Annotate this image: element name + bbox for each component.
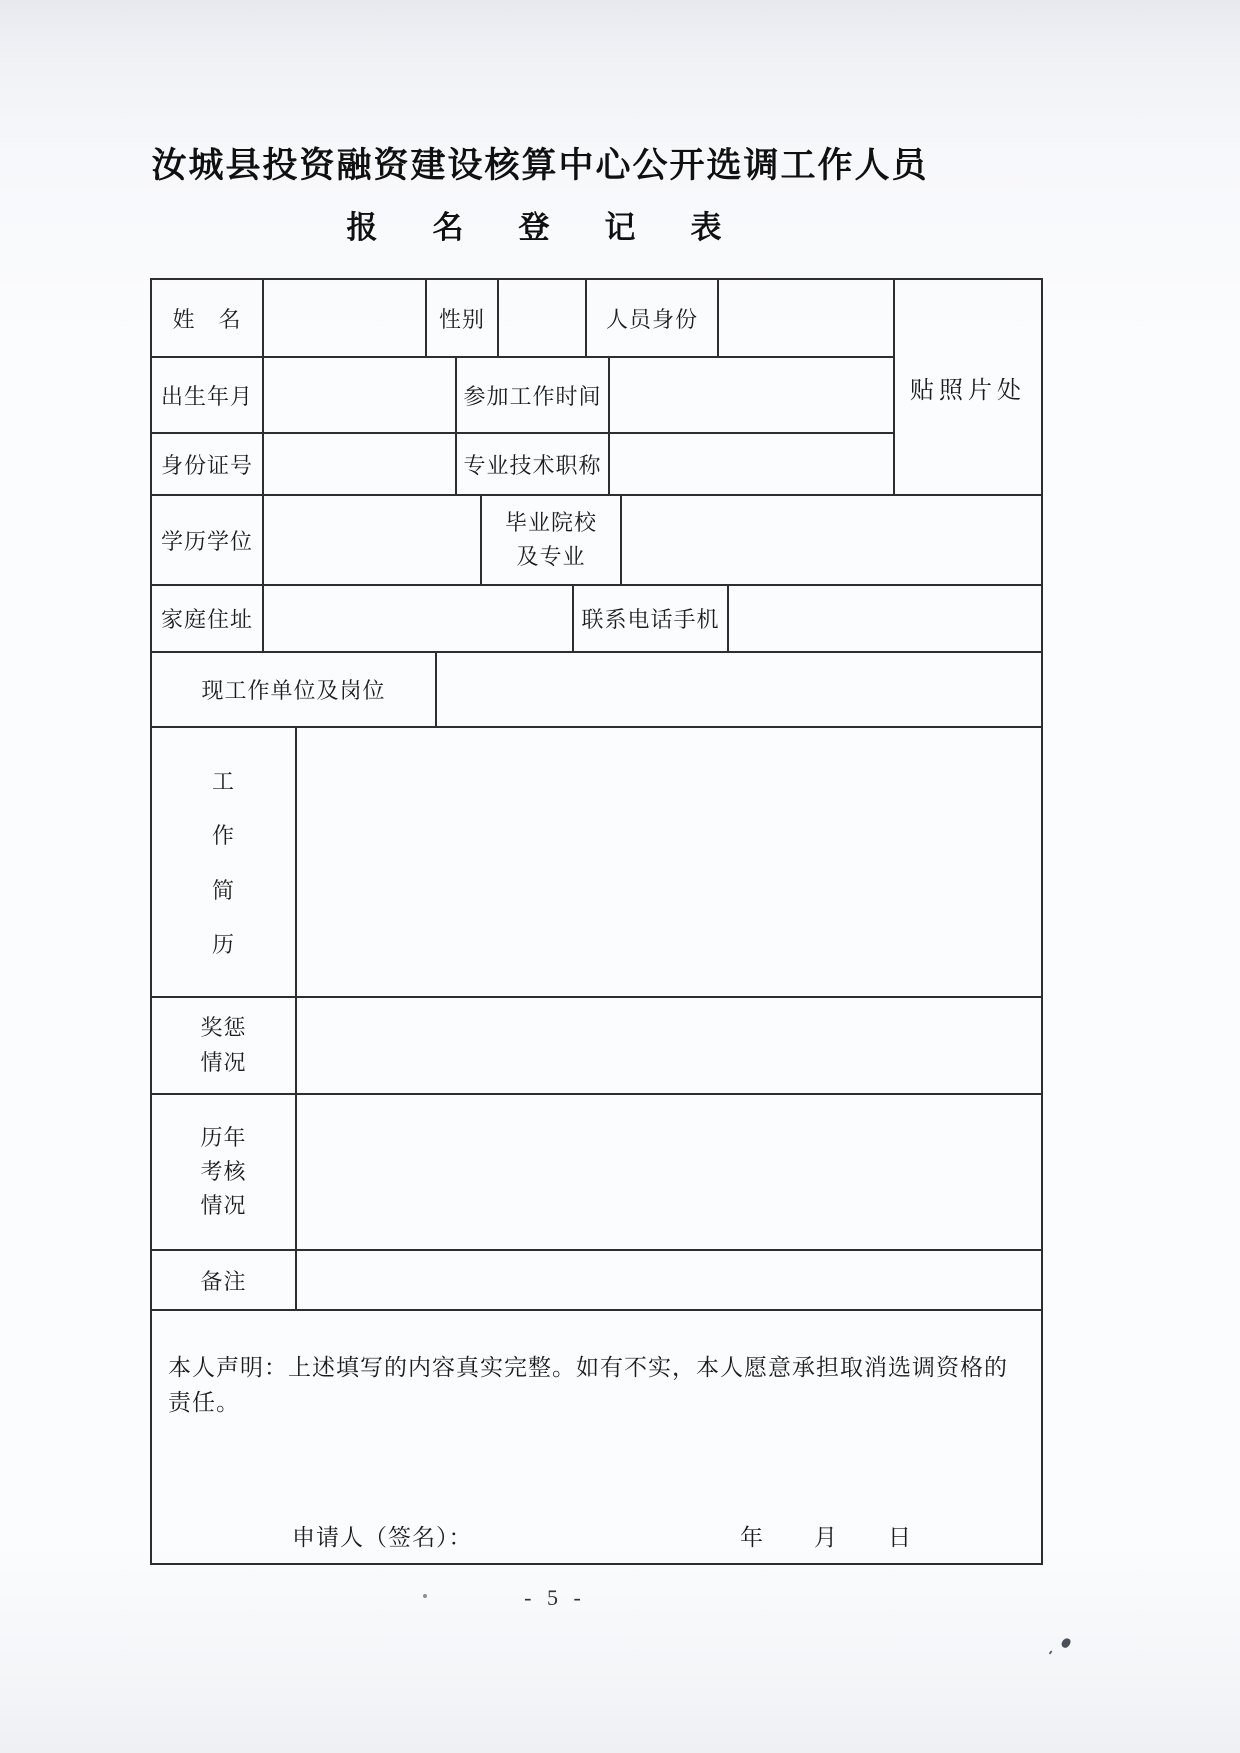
work-start-value-cell bbox=[610, 358, 893, 432]
current-employer-label: 现工作单位及岗位 bbox=[152, 653, 437, 726]
page-number: - 5 - bbox=[524, 1585, 586, 1610]
current-employer-value-cell bbox=[437, 653, 1041, 726]
home-address-label: 家庭住址 bbox=[152, 586, 264, 651]
remarks-value-cell bbox=[297, 1251, 1041, 1309]
appraisal-value-cell bbox=[297, 1095, 1041, 1249]
gender-value-cell bbox=[499, 280, 587, 356]
date-fields bbox=[740, 1521, 912, 1556]
month-label: 月 bbox=[814, 1525, 838, 1550]
row-rewards bbox=[152, 998, 1041, 1095]
table-top-section bbox=[152, 280, 1041, 496]
appraisal-label-line3: 情况 bbox=[200, 1193, 247, 1219]
graduate-school-label-line1: 毕业院校 bbox=[504, 509, 597, 535]
appraisal-label-line1: 历年 bbox=[200, 1124, 247, 1150]
professional-title-value-cell bbox=[610, 434, 893, 494]
graduate-school-label-line2: 及专业 bbox=[516, 544, 586, 569]
row-work-history bbox=[152, 728, 1041, 998]
contact-phone-value-cell bbox=[729, 586, 1041, 651]
row-idnumber-title bbox=[152, 434, 893, 494]
ink-speck bbox=[1060, 1637, 1071, 1649]
row-current-employer bbox=[152, 653, 1041, 728]
row-remarks bbox=[152, 1251, 1041, 1311]
declaration-text: 本人声明：上述填写的内容真实完整。如有不实，本人愿意承担取消选调资格的责任。 bbox=[168, 1355, 1008, 1415]
table-top-left bbox=[152, 280, 893, 494]
work-history-char-4: 历 bbox=[211, 931, 235, 957]
rewards-label-line1: 奖惩 bbox=[200, 1015, 247, 1041]
home-address-value-cell bbox=[264, 586, 574, 651]
rewards-value-cell bbox=[297, 998, 1041, 1093]
work-history-char-3: 简 bbox=[211, 877, 235, 903]
graduate-school-value-cell bbox=[622, 496, 1041, 584]
row-education-school bbox=[152, 496, 1041, 586]
work-history-value-cell bbox=[297, 728, 1041, 996]
work-history-char-2: 作 bbox=[211, 823, 235, 849]
day-label: 日 bbox=[888, 1525, 912, 1550]
row-address-phone bbox=[152, 586, 1041, 653]
contact-phone-label: 联系电话手机 bbox=[574, 586, 729, 651]
row-name-gender-identity bbox=[152, 280, 893, 358]
row-birth-workstart bbox=[152, 358, 893, 434]
personnel-identity-label: 人员身份 bbox=[587, 280, 719, 356]
gender-label: 性别 bbox=[427, 280, 499, 356]
year-label: 年 bbox=[740, 1525, 764, 1550]
work-start-label: 参加工作时间 bbox=[457, 358, 610, 432]
remarks-label: 备注 bbox=[152, 1251, 297, 1309]
graduate-school-label bbox=[482, 496, 622, 584]
scan-dot bbox=[423, 1594, 427, 1598]
appraisal-label bbox=[152, 1095, 297, 1249]
row-declaration bbox=[152, 1311, 1041, 1563]
registration-form-table bbox=[150, 278, 1043, 1565]
name-label: 姓 名 bbox=[152, 280, 264, 356]
row-appraisal bbox=[152, 1095, 1041, 1251]
declaration-cell bbox=[152, 1311, 1041, 1563]
personnel-identity-value-cell bbox=[719, 280, 893, 356]
id-number-value-cell bbox=[264, 434, 457, 494]
work-history-char-1: 工 bbox=[211, 769, 235, 795]
applicant-signature-label: 申请人（签名）： bbox=[292, 1525, 473, 1550]
birth-date-value-cell bbox=[264, 358, 457, 432]
work-history-label bbox=[152, 728, 297, 996]
photo-paste-area: 贴照片处 bbox=[893, 280, 1041, 494]
education-degree-value-cell bbox=[264, 496, 482, 584]
professional-title-label: 专业技术职称 bbox=[457, 434, 610, 494]
rewards-label bbox=[152, 998, 297, 1093]
id-number-label: 身份证号 bbox=[152, 434, 264, 494]
name-value-cell bbox=[264, 280, 427, 356]
page-subtitle: 报 名 登 记 表 bbox=[346, 210, 734, 245]
page-title: 汝城县投资融资建设核算中心公开选调工作人员 bbox=[151, 146, 929, 185]
appraisal-label-line2: 考核 bbox=[200, 1158, 247, 1184]
education-degree-label: 学历学位 bbox=[152, 496, 264, 584]
rewards-label-line2: 情况 bbox=[200, 1049, 247, 1075]
birth-date-label: 出生年月 bbox=[152, 358, 264, 432]
